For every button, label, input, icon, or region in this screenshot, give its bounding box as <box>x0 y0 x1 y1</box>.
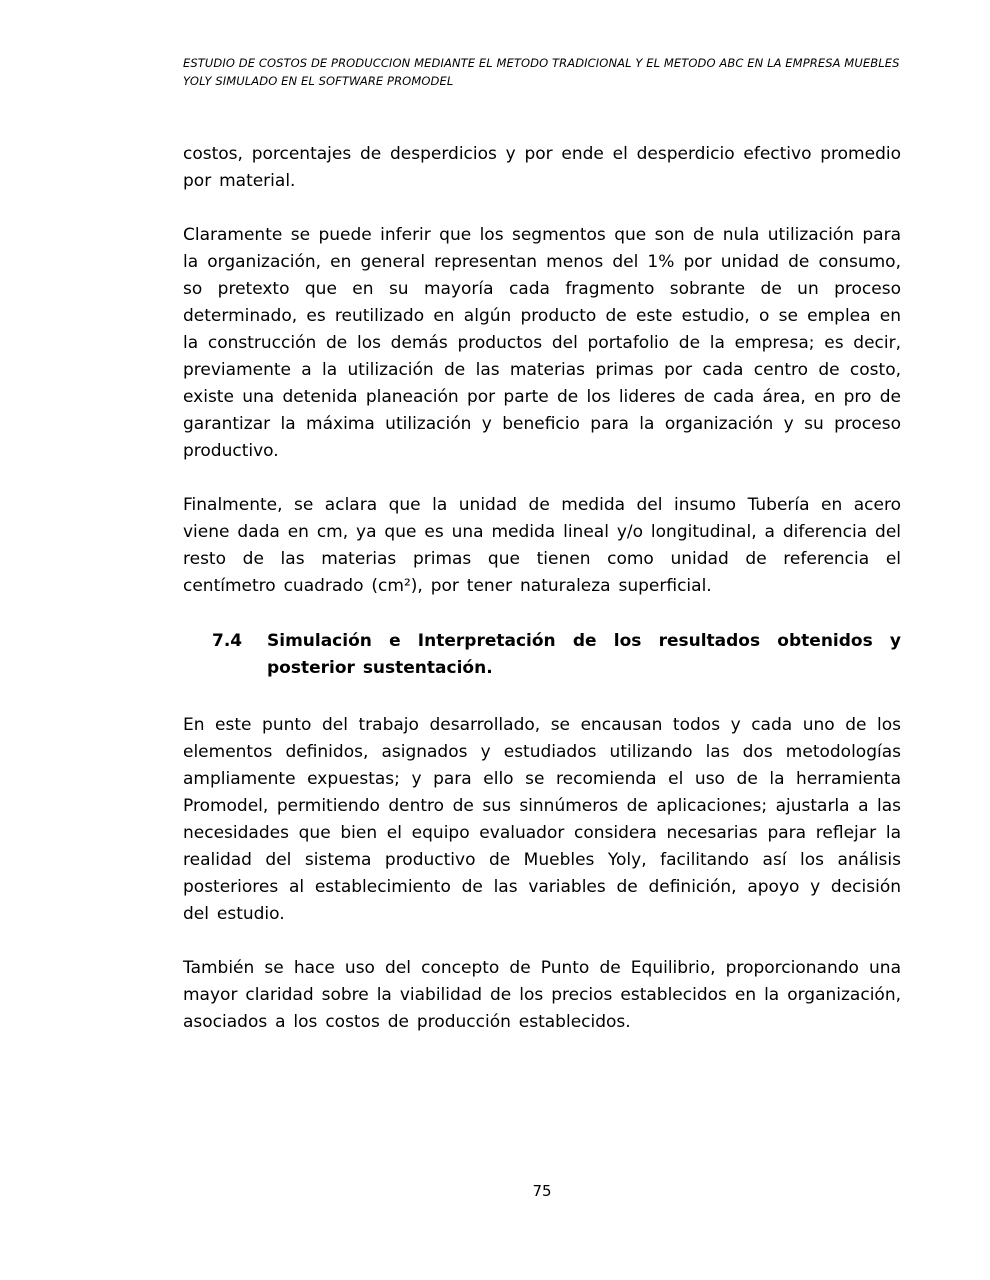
running-header: ESTUDIO DE COSTOS DE PRODUCCION MEDIANTE EL METODO TRADICIONAL Y EL METODO ABC EN LA EMPRESA MUEBLES YOLY SIMULADO EN EL SOFTWARE PROMODEL <box>183 56 900 88</box>
section-heading <box>212 628 901 682</box>
paragraph-2: Claramente se puede inferir que los segmentos que son de nula utilización para la organización, en general representan menos del 1% por unidad de consumo, so pretexto que en su mayoría cada fragmento sobrante de un proceso determinado, es reutilizado en algún producto de este estudio, o se emplea en la construcción de los demás productos del portafolio de la empresa; es decir, previamente a la utilización de las materias primas por cada centro de costo, existe una detenida planeación por parte de los lideres de cada área, en pro de garantizar la máxima utilización y beneficio para la organización y su proceso productivo. <box>183 224 901 461</box>
page-content <box>183 55 901 1063</box>
paragraph-5: También se hace uso del concepto de Punto de Equilibrio, proporcionando una mayor claridad sobre la viabilidad de los precios establecidos en la organización, asociados a los costos de producción establecidos. <box>183 957 901 1032</box>
paragraph-4: En este punto del trabajo desarrollado, se encausan todos y cada uno de los elementos definidos, asignados y estudiados utilizando las dos metodologías ampliamente expuestas; y para ello se recomienda el uso de la herramienta Promodel, permitiendo dentro de sus sinnúmeros de aplicaciones; ajustarla a las necesidades que bien el equipo evaluador considera necesarias para reflejar la realidad del sistema productivo de Muebles Yoly, facilitando así los análisis posteriores al establecimiento de las variables de definición, apoyo y decisión del estudio. <box>183 714 901 924</box>
paragraph-3: Finalmente, se aclara que la unidad de medida del insumo Tubería en acero viene dada en cm, ya que es una medida lineal y/o longitudinal, a diferencia del resto de las materias primas que tienen como unidad de referencia el centímetro cuadrado (cm²), por tener naturaleza superficial. <box>183 494 901 596</box>
paragraph-1: costos, porcentajes de desperdicios y por ende el desperdicio efectivo promedio por material. <box>183 143 901 191</box>
section-number: 7.4 <box>212 630 243 651</box>
page-number: 75 <box>532 1182 552 1200</box>
section-title: Simulación e Interpretación de los resultados obtenidos y posterior sustentación. <box>267 630 901 678</box>
